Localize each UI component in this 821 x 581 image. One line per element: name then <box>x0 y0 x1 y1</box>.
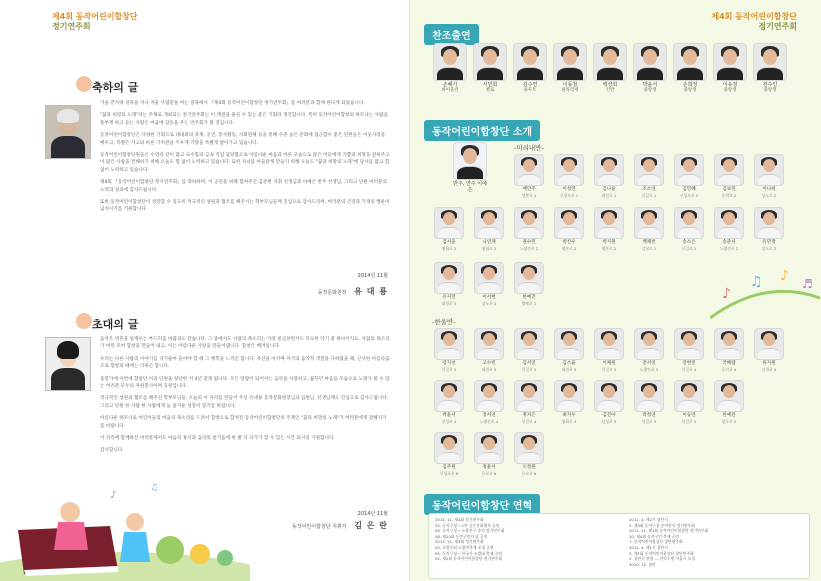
greeting-paragraph: 또한 동작어린이합창단이 성장할 수 있도록 적극적인 성원과 협조를 해주시는 학부모님들께 진심으로 감사드리며, 여러분의 건강과 가정의 행운이 넘치시기를 기원합니다. <box>100 200 390 213</box>
member-school: 중앙생 <box>683 88 697 93</box>
member-name: 정지은 <box>522 413 536 418</box>
member-school: 신창초초 1 <box>559 193 579 198</box>
member-name: 류지원 <box>762 361 776 366</box>
member-school: 바이올린 <box>441 88 459 93</box>
svg-text:♪: ♪ <box>110 490 117 501</box>
member-card <box>434 380 464 424</box>
member-card <box>514 380 544 424</box>
member-photo <box>474 207 504 239</box>
member-photo <box>713 43 747 81</box>
member-photo <box>554 328 584 360</box>
member-name: 김진아 <box>602 413 616 418</box>
member-photo <box>434 328 464 360</box>
member-card <box>554 207 584 251</box>
member-photo <box>674 154 704 186</box>
member-name: 강현빈 <box>682 361 696 366</box>
history-entry: 10. 제4회 동작구민 축제 공연 <box>629 533 679 539</box>
member-name: 김주원 <box>442 465 456 470</box>
member-photo <box>434 262 464 294</box>
header-subtitle: 정기연주회 <box>52 22 91 31</box>
member-card <box>434 432 464 476</box>
member-name: 박윤서 <box>642 82 658 88</box>
member-name: 전서연 <box>642 361 656 366</box>
member-photo <box>514 262 544 294</box>
member-photo <box>554 380 584 412</box>
history-entry: 02. 제2회 동작어린이합창단 정기연주회 <box>435 556 503 562</box>
member-school: 강남초 2 <box>641 246 657 251</box>
member-card <box>754 207 784 251</box>
member-name: 권수민 <box>522 240 536 245</box>
member-school: 신림초 4 <box>761 367 777 372</box>
member-card <box>594 380 624 424</box>
invitation-paragraph: 음악은 영혼을 일깨우는 부드러움 바람과도 같습니다. 그 중에서도 사람의 목소리는 가장 친근하면서도 익숙한 악기 중 하나이지요. 사람의 목소리가 여럿 모여 합창을 만들어 내고, 이는 아름다운 사랑을 만들어냅니다. 합창은 배려입니다. <box>100 337 390 350</box>
member-school: 상도초 2 <box>761 193 777 198</box>
right-page <box>410 0 821 581</box>
member-school: 대림초 3 <box>441 301 457 306</box>
member-school: 신길초 5 <box>681 419 697 424</box>
member-name: 장서연 <box>482 413 496 418</box>
member-name: 백채빈 <box>642 240 656 245</box>
member-school: 신길초 1 <box>641 193 657 198</box>
member-name: 박진우 <box>562 240 576 245</box>
greeting-paragraph: 제4회 『동작어린이합창단 정기연주회』를 축하하며, 이 공연을 위해 힘써주신 김준현 지휘 선생님과 이예은 반주 선생님, 그리고 단원 여러분의 노력과 성과에 감사드립니다. <box>100 180 387 193</box>
invitation-title: 초대의 글 <box>92 318 139 331</box>
member-name: 김보민 <box>722 187 736 192</box>
member-photo <box>513 43 547 81</box>
member-card <box>594 154 624 198</box>
member-card <box>634 154 664 198</box>
member-school: 첼로 <box>485 88 495 93</box>
invitation-paragraph: 감사합니다. <box>100 448 124 454</box>
member-name: 한예린 <box>722 413 736 418</box>
member-photo <box>514 154 544 186</box>
guest-card <box>712 43 748 93</box>
svg-text:♪: ♪ <box>780 268 789 284</box>
member-name: 조소연 <box>642 187 656 192</box>
member-school: 노량진초 2 <box>719 246 739 251</box>
member-card <box>594 207 624 251</box>
member-card <box>714 154 744 198</box>
member-card <box>714 380 744 424</box>
member-name: 손희정 <box>682 82 698 88</box>
member-photo <box>633 43 667 81</box>
member-name: 전수인 <box>762 82 778 88</box>
member-card <box>674 380 704 424</box>
member-photo <box>514 380 544 412</box>
member-school: 신길초 4 <box>521 419 537 424</box>
history-entry: 08. 제23회 동작구민의 날 공연 <box>435 533 488 539</box>
member-school: 플루트 <box>523 88 537 93</box>
member-photo <box>714 207 744 239</box>
member-name: 오정원 <box>522 465 536 470</box>
member-card <box>514 207 544 251</box>
member-name: 손혜기 <box>442 82 458 88</box>
member-school: 건반 <box>605 88 615 93</box>
member-name: 이유정 <box>722 82 738 88</box>
member-photo <box>674 207 704 239</box>
right-page-header <box>711 12 797 32</box>
greeting-paragraph: 가을 끝자락 길목을 지나 겨울 사립문을 여는 길목에서 『제4회 동작어린이합창단 정기연주회』를 여러분과 함께 한다게 되었습니다. <box>100 101 365 106</box>
member-school: 중앙생 <box>723 88 737 93</box>
history-entry: 3. 제1회 동작어린이합창단 창단연주회 <box>629 550 694 556</box>
header-title: 제4회 동작어린이합창단 <box>711 12 797 21</box>
member-name: 정윤서 <box>482 465 496 470</box>
member-photo <box>594 207 624 239</box>
svg-text:♪: ♪ <box>722 286 731 302</box>
member-name: 송준서 <box>722 240 736 245</box>
greeting-body <box>100 100 390 219</box>
member-photo <box>474 328 504 360</box>
greeting-date: 2014년 11월 <box>357 273 388 279</box>
accompanist-name: 이예은 <box>467 181 487 193</box>
greeting-signature <box>318 286 388 297</box>
culture-director-photo <box>45 105 91 159</box>
member-school: 신길초 2 <box>681 246 697 251</box>
member-school: 영화초 2 <box>441 246 457 251</box>
member-school: 동작초 2 <box>721 193 737 198</box>
member-photo <box>594 154 624 186</box>
member-name: 이동철 <box>562 82 578 88</box>
member-card <box>474 262 504 306</box>
music-notes-illustration <box>710 258 820 328</box>
member-name: 김나윤 <box>602 187 616 192</box>
member-photo <box>473 43 507 81</box>
history-entry: 05. 동작구청 ─ 한국가 소방대 축제 공연 <box>435 550 502 556</box>
history-entry: 2011. 4. 제1기 창단식 <box>629 544 668 550</box>
member-photo <box>433 43 467 81</box>
member-card <box>434 207 464 251</box>
member-photo <box>434 207 464 239</box>
member-photo <box>554 154 584 186</box>
member-photo <box>514 328 544 360</box>
history-entry: 3. 제3회 동작구청 송어린이 정기연주회 <box>629 522 695 528</box>
member-card <box>674 154 704 198</box>
guest-card <box>632 43 668 93</box>
guest-card <box>672 43 708 93</box>
signer-name: 김 은 란 <box>354 521 388 530</box>
svg-text:♫: ♫ <box>750 274 763 290</box>
member-card <box>714 207 744 251</box>
member-name: 이나희 <box>762 187 776 192</box>
member-card <box>554 380 584 424</box>
member-photo <box>634 328 664 360</box>
accompanist-role: 반주, 연주 <box>453 181 476 187</box>
member-school: 성봉초 1 <box>521 193 537 198</box>
history-entry: 10. 동작구청 ─ 1부 공동문화행사 공연 <box>435 522 500 528</box>
member-school: 대림초 3 <box>561 367 577 372</box>
member-school: 중앙생 <box>763 88 777 93</box>
member-photo <box>634 380 664 412</box>
member-photo <box>674 380 704 412</box>
guest-card <box>432 43 468 93</box>
history-entry: 2014. 11. 제4회 정기연주회 <box>435 517 484 522</box>
member-name: 송소은 <box>682 240 696 245</box>
member-photo <box>474 380 504 412</box>
svg-text:♬: ♬ <box>802 277 813 291</box>
member-name: 고수빈 <box>482 361 496 366</box>
member-name: 배민주 <box>522 187 536 192</box>
svg-text:♫: ♫ <box>150 483 159 493</box>
member-card <box>554 154 584 198</box>
member-card <box>514 432 544 476</box>
signer-title: 동작문화원장 <box>317 290 347 296</box>
member-school: 신성초초 2 <box>679 193 699 198</box>
member-name: 강지선 <box>442 361 456 366</box>
member-photo <box>553 43 587 81</box>
signer-title: 동작어린이합창단 지휘자 <box>291 524 347 530</box>
history-entry: 7. 동작어린이합창단 창단연주회 <box>629 539 683 545</box>
member-school: 신길초 4 <box>681 367 697 372</box>
member-name: 이서현 <box>482 295 496 300</box>
member-name: 백상희 <box>602 82 618 88</box>
member-school: 동작초 4 <box>721 367 737 372</box>
member-school: 대림초 3 <box>481 367 497 372</box>
invitation-paragraph: 올봄가에 이번에 합창단 이의 단원을 창단한 지 4년 맞게 됩니다. 모든 알람이 되어서는 음악을 사랑하고, 꿈꾸던 마음을 모습으로 노래가 될 수 있는 여러분 모두의 자원봉사이며 응원입니다. <box>100 376 390 390</box>
member-name: 국해람 <box>722 361 736 366</box>
invitation-date: 2014년 11월 <box>357 511 388 517</box>
history-column-right <box>629 517 708 567</box>
member-photo <box>594 380 624 412</box>
member-photo <box>714 328 744 360</box>
member-card <box>434 262 464 306</box>
history-entry: 2012. 4. 제2기 창단식 <box>629 517 668 522</box>
member-school: 상도초 5 <box>721 419 737 424</box>
member-card <box>674 328 704 372</box>
greeting-paragraph: 동작어린이합창단원들은 수영과 같이 많고 숙수함과 금속 직업 담당함으로 아름다운 마음과 바른 모습으로 많은 이들에게 기쁨과 희망을 전하주고 이 많은 사람을 견해하기 위해 오늘도 힘 없이 노력하고 있습니다. 또한 자녀를 아들같게 만들기 위해 오늘도 "꿈과 희망의 노래"에 당시를 많고 힘 없이 노력하고 있습니다. <box>100 153 390 173</box>
member-school: 노량진초 2 <box>519 246 539 251</box>
member-school: 남성초 5 <box>601 419 617 424</box>
member-card <box>634 380 664 424</box>
member-school: 영화초 4 <box>561 419 577 424</box>
member-name: 유민정 <box>762 240 776 245</box>
member-photo <box>554 207 584 239</box>
member-photo <box>474 262 504 294</box>
member-school: 방배초 2 <box>521 301 537 306</box>
member-name: 김수연 <box>522 82 538 88</box>
member-name: 이승연 <box>682 413 696 418</box>
history-entry: 2011. 11. 제1회 동작어린이합창단 정기연주회 <box>629 528 709 534</box>
member-photo <box>754 328 784 360</box>
member-card <box>514 154 544 198</box>
member-school: 영본초 2 <box>601 246 617 251</box>
member-photo <box>753 43 787 81</box>
member-name: 이성민 <box>562 187 576 192</box>
member-card <box>514 262 544 306</box>
member-school: 중앙생 <box>643 88 657 93</box>
member-photo <box>514 207 544 239</box>
member-school: 영본초 2 <box>561 246 577 251</box>
member-card <box>514 328 544 372</box>
member-card <box>754 328 784 372</box>
member-card <box>754 154 784 198</box>
accompanist <box>452 142 488 193</box>
member-card <box>714 328 744 372</box>
member-name: 서민희 <box>482 82 498 88</box>
greeting-title: 축하의 글 <box>92 81 139 94</box>
member-name: 박지원 <box>602 240 616 245</box>
member-school: 신길초 3 <box>441 367 457 372</box>
member-school: 영화초 2 <box>481 246 497 251</box>
invitation-body <box>100 336 390 460</box>
member-photo <box>673 43 707 81</box>
member-card <box>434 328 464 372</box>
history-entry: 2010. 12. 창단 <box>629 561 656 567</box>
member-school: 노량진초 3 <box>639 367 659 372</box>
group-label-mirinae: -미리내반- <box>514 144 544 152</box>
header-subtitle: 정기연주회 <box>758 22 797 31</box>
member-photo <box>514 432 544 464</box>
member-school: 신성초초 6 <box>439 471 459 476</box>
history-column-left <box>435 517 504 562</box>
member-photo <box>714 154 744 186</box>
history-entry: 05. 소방주최 노량진축제 초청 공연 <box>435 544 494 550</box>
member-card <box>474 432 504 476</box>
member-school: 신길초 3 <box>521 367 537 372</box>
member-photo <box>634 154 664 186</box>
left-page-header <box>52 12 138 32</box>
header-title: 제4회 동작어린이합창단 <box>52 12 138 21</box>
greeting-paragraph: "꿈과 희망의 노래"라는 주제로 개최되는 정기연주회는 이 계절을 줄길 수 있는 좋은 기회라 생각합니다. 특히 동작어린이합창의 하모니는 사람을 풍부게 하고 듣는 사람은 마음에 감동을 주는 연주회가 될 것입니다. <box>100 113 388 126</box>
member-photo <box>434 432 464 464</box>
member-school: 상도초 2 <box>481 301 497 306</box>
member-name: 유지민 <box>442 295 456 300</box>
history-entry: 2. 창단식 연합 — 관악소방 서울시 모집 <box>629 556 696 562</box>
member-photo <box>594 328 624 360</box>
member-card <box>474 380 504 424</box>
member-school: 신성초 4 <box>441 419 457 424</box>
member-photo <box>434 380 464 412</box>
member-name: 한예진 <box>522 295 536 300</box>
member-card <box>594 328 624 372</box>
guest-card <box>552 43 588 93</box>
member-card <box>634 328 664 372</box>
member-photo <box>674 328 704 360</box>
history-entry: 09. 동작구청 ─ 노량진구 송진 정기연주회 <box>435 528 505 534</box>
accompanist-photo <box>453 142 487 180</box>
member-name: 김서윤 <box>442 240 456 245</box>
member-school: 신길초 5 <box>641 419 657 424</box>
member-name: 박정연 <box>642 413 656 418</box>
member-name: 김민혜 <box>682 187 696 192</box>
member-photo <box>634 207 664 239</box>
member-photo <box>593 43 627 81</box>
member-card <box>554 328 584 372</box>
guest-card <box>512 43 548 93</box>
guests-title: 찬조출연 <box>424 24 479 45</box>
invitation-paragraph: 적극적인 성원과 협조를 해주신 학부모님들, 오늘의 이 자리를 만들어 주신 유대룡 동작문화원장님과 임원님, 선생님께도 진심으로 감사드립니다. 그리고 단원 한 사람 한 사람에게 늘 즐거운 성장이 있기를 바랍니다. <box>100 396 389 409</box>
member-name: 최지우 <box>562 413 576 418</box>
member-photo <box>474 432 504 464</box>
member-school: 신길초 3 <box>601 367 617 372</box>
member-card <box>474 207 504 251</box>
member-name: 이채원 <box>602 361 616 366</box>
conductor-photo <box>45 337 91 391</box>
member-photo <box>754 154 784 186</box>
member-card <box>674 207 704 251</box>
invitation-paragraph: 이 자리에 함께하신 여러분께서도 마음의 휴식과 음악의 즐거움에 한 발 더 다가가 할 수 있는 시간 되시길 기원합니다. <box>100 436 335 442</box>
invitation-paragraph: 우리는 다른 사람의 이야기를 귀기울여 들어야 할 때 그 행복을 느끼곤 합니다. 자신을 아끼며 자기의 음악적 색깔을 다하였을 때, 근사한 아름다움으로 합창의 때에는 더하곤 합니다. <box>100 356 390 370</box>
member-name: 박윤서 <box>442 413 456 418</box>
member-school: 대림초 1 <box>601 193 617 198</box>
member-name: 나연재 <box>482 240 496 245</box>
member-school: 상도초 2 <box>761 246 777 251</box>
member-school: 은로초 6 <box>481 471 497 476</box>
member-school: 클라리넷 <box>561 88 579 93</box>
guest-card <box>592 43 628 93</box>
member-school: 은로초 6 <box>521 471 537 476</box>
member-name: 김소율 <box>562 361 576 366</box>
member-school: 노량진초 4 <box>479 419 499 424</box>
guest-card <box>472 43 508 93</box>
history-title: 동작어린이합창단 연혁 <box>424 494 540 515</box>
member-name: 김서연 <box>522 361 536 366</box>
history-entry: 2013. 11. 제3회 정기연주회 <box>435 539 484 545</box>
greeting-paragraph: 동작어린이합창단은 다양한 기회으로 대내외의 축제, 공연, 봉사활동, 사회단체 등을 통해 수준 높은 문화에 접근할수 좋은 단원들은 이웃사랑을 배우고, 특별은 사고와 바른 가치관을 키우게 기량을 특별게 쌓아가고 있습니다. <box>100 133 386 146</box>
signer-name: 유 대 룡 <box>354 287 388 296</box>
invitation-paragraph: 아름다운 하모니로 어린이들의 마음의 목소리를 드려서 합창으로 합쳐진 동작어린이합창단의 주제인 "꿈과 희망의 노래"가 여러분에게 전해지기를 바랍니다. <box>100 416 387 429</box>
left-page <box>0 0 410 581</box>
member-card <box>474 328 504 372</box>
piano-children-illustration <box>0 470 250 581</box>
member-photo <box>754 207 784 239</box>
member-card <box>634 207 664 251</box>
intro-title: 동작어린이합창단 소개 <box>424 120 540 141</box>
member-photo <box>714 380 744 412</box>
group-label-hanul: -한울반- <box>432 318 456 326</box>
history-box <box>428 513 810 579</box>
guest-card <box>752 43 788 93</box>
invitation-signature <box>292 520 388 531</box>
